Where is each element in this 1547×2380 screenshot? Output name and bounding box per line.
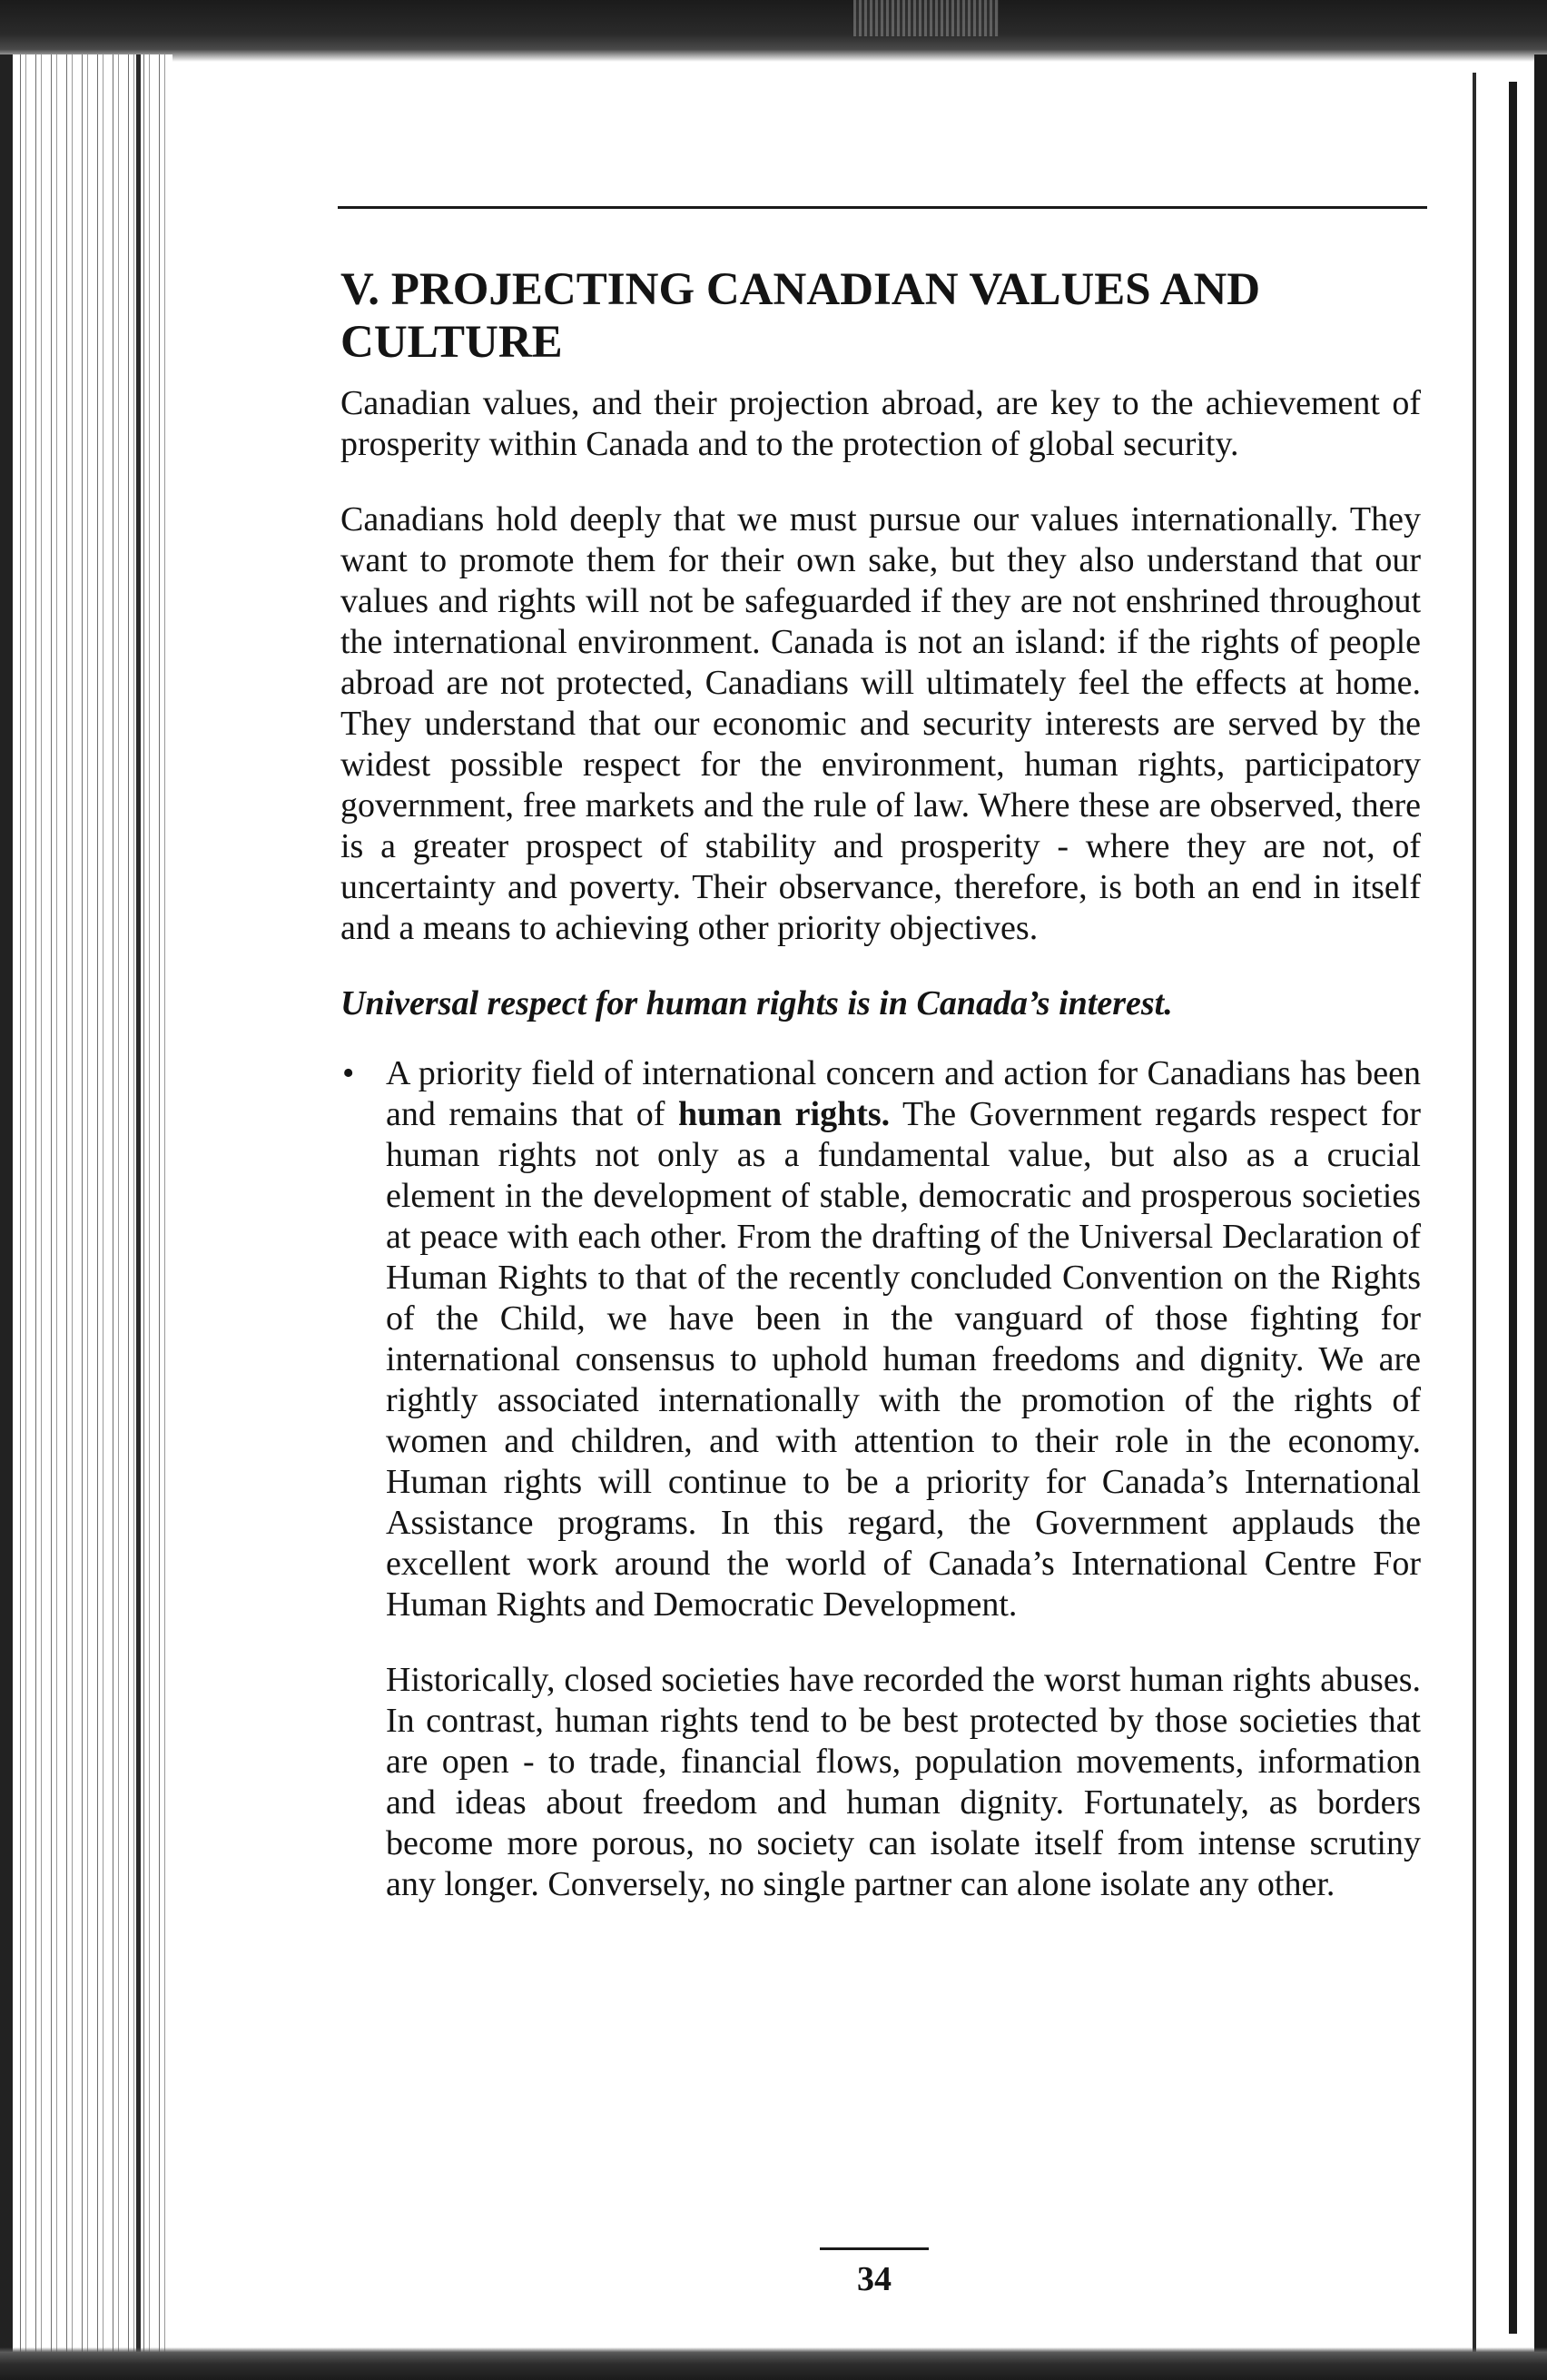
- page-number: 34: [857, 2260, 892, 2298]
- subheading: Universal respect for human rights is in Canada’s interest.: [340, 984, 1173, 1022]
- bullet-icon: •: [342, 1054, 355, 1092]
- page-edge-right: [1509, 82, 1517, 2334]
- spine-line: [136, 54, 141, 2352]
- scan-top-noise: [853, 0, 999, 36]
- header-rule: [338, 206, 1427, 209]
- bullet-paragraph: [386, 1053, 1421, 1625]
- scan-top-edge: [0, 0, 1547, 62]
- bullet-text-after: The Government regards respect for human rights not only as a fundamental value, but also as a crucial element in the development of stable, democratic and prosperous societies at peace with each other. From the drafting of the Universal Declaration of Human Rights to that of the recently concluded Convention on the Rights of the Child, we have been in the vanguard of those fighting for international consensus to uphold human freedoms and dignity. We are rightly associated internationally with the promotion of the rights of women and children, and with attention to their role in the economy. Human rights will continue to be a priority for Canada’s International Assistance programs. In this regard, the Government applauds the excellent work around the world of Canada’s International Centre For Human Rights and Democratic Development.: [386, 1095, 1422, 1624]
- section-title: V. PROJECTING CANADIAN VALUES AND CULTURE: [340, 264, 1261, 368]
- binding-edge-right: [1534, 54, 1547, 2352]
- binding-edge-left: [0, 54, 13, 2352]
- page-stack-left: [0, 54, 172, 2352]
- page-edge-right-inner: [1473, 73, 1476, 2352]
- bullet-text-before: A priority field of international concern and action for Canadians has been and remains that of: [386, 1054, 1421, 1133]
- bullet-bold-text: human rights.: [678, 1095, 891, 1133]
- closing-paragraph: Historically, closed societies have recorded the worst human rights abuses. In contrast, human rights tend to be best protected by those societies that are open - to trade, financial flows, population movements, information and ideas about freedom and human dignity. Fortunately, as borders become more porous, no society can isolate itself from intense scrutiny any longer. Conversely, no single partner can alone isolate any other.: [386, 1661, 1421, 1903]
- scan-bottom-edge: [0, 2347, 1547, 2380]
- bullet-item: [340, 1053, 1421, 1625]
- values-paragraph: Canadians hold deeply that we must pursue our values internationally. They want to promote them for their own sake, but they also understand that our values and rights will not be safeguarded if they are not enshrined throughout the international environment. Canada is not an island: if the rights of people abroad are not protected, Canadians will ultimately feel the effects at home. They understand that our economic and security interests are served by the widest possible respect for the environment, human rights, participatory government, free markets and the rule of law. Where these are observed, there is a greater prospect of stability and prosperity - where they are not, of uncertainty and poverty. Their observance, therefore, is both an end in itself and a means to achieving other priority objectives.: [340, 500, 1421, 947]
- intro-paragraph: Canadian values, and their projection abroad, are key to the achievement of prosperity within Canada and to the protection of global security.: [340, 384, 1421, 463]
- footer-rule: [820, 2247, 929, 2250]
- page-content: [340, 263, 1421, 1940]
